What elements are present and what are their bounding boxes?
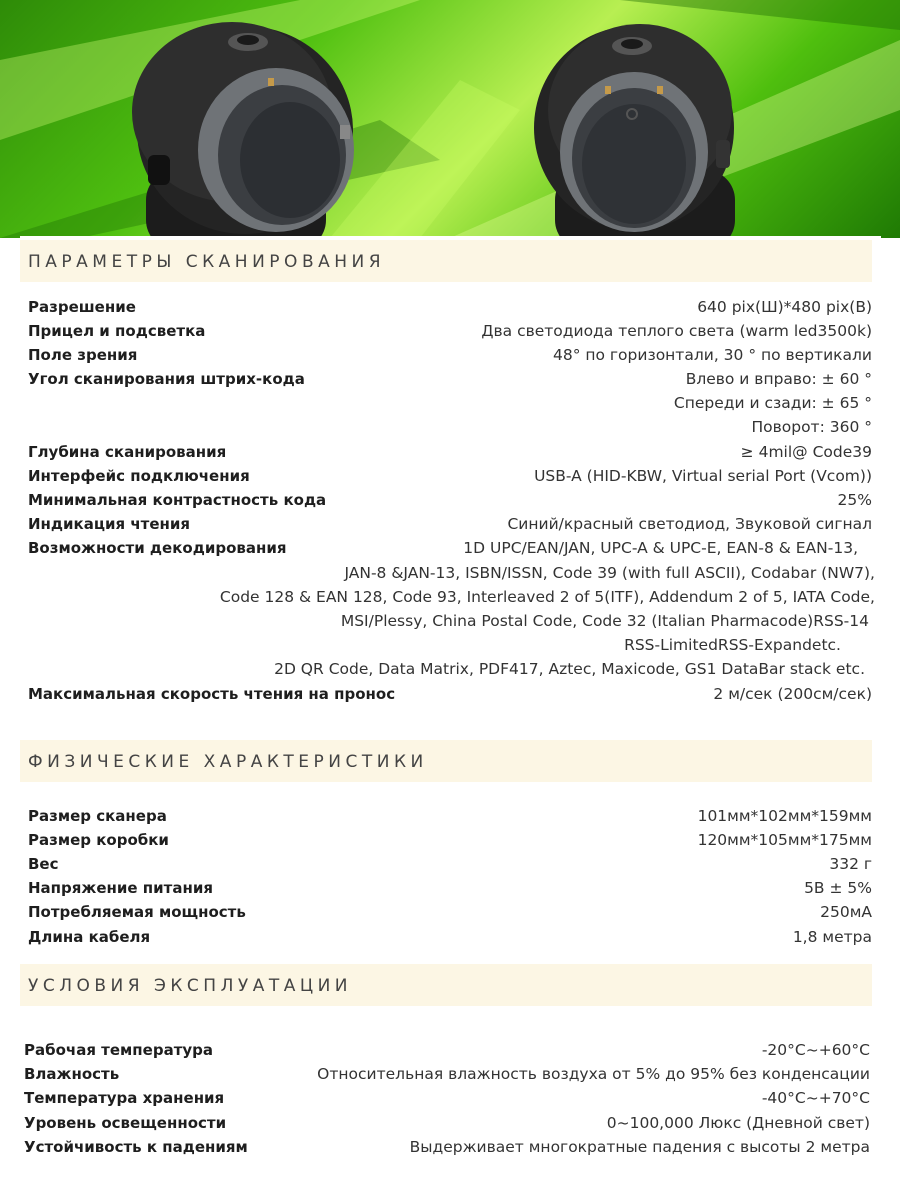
spec-value: Спереди и сзади: ± 65 ° <box>673 394 872 412</box>
spec-label: Разрешение <box>28 298 136 316</box>
scanner-left-icon <box>132 22 354 238</box>
spec-value: Два светодиода теплого света (warm led3500k) <box>481 322 872 340</box>
spec-row <box>28 512 872 536</box>
spec-value: 101мм*102мм*159мм <box>697 807 872 825</box>
section-title-physical: ФИЗИЧЕСКИЕ ХАРАКТЕРИСТИКИ <box>28 752 428 772</box>
decode-line: Code 128 & EAN 128, Code 93, Interleaved 2 of 5(ITF), Addendum 2 of 5, IATA Code, <box>219 588 875 606</box>
spec-row <box>24 1135 870 1159</box>
section-header-scan <box>20 240 872 282</box>
spec-row <box>28 295 872 319</box>
spec-value: 25% <box>837 491 872 509</box>
spec-label: Индикация чтения <box>28 515 190 533</box>
decode-line: MSI/Plessy, China Postal Code, Code 32 (Italian Pharmacode)RSS-14 <box>340 612 869 630</box>
spec-value: 332 г <box>829 855 872 873</box>
spec-row <box>28 925 872 949</box>
decode-line: RSS-LimitedRSS-Expandetc. <box>624 636 841 654</box>
spec-label: Поле зрения <box>28 346 138 364</box>
spec-row <box>28 828 872 852</box>
spec-label: Устойчивость к падениям <box>24 1138 248 1156</box>
spec-label: Прицел и подсветка <box>28 322 206 340</box>
spec-sheet <box>20 236 881 1200</box>
spec-label: Рабочая температура <box>24 1041 214 1059</box>
section-header-operation <box>20 964 872 1006</box>
spec-row <box>28 682 872 706</box>
spec-value: Выдерживает многократные падения с высоты 2 метра <box>409 1138 870 1156</box>
spec-value: 1D UPC/EAN/JAN, UPC-A & UPC-E, EAN-8 & EAN-13, <box>463 539 858 557</box>
spec-label: Влажность <box>24 1065 120 1083</box>
spec-label: Размер сканера <box>28 807 167 825</box>
spec-row <box>28 391 872 415</box>
spec-label: Уровень освещенности <box>24 1114 227 1132</box>
scanner-right-icon <box>534 24 735 238</box>
spec-label: Размер коробки <box>28 831 169 849</box>
section-title-scan: ПАРАМЕТРЫ СКАНИРОВАНИЯ <box>28 252 386 272</box>
spec-label: Угол сканирования штрих-кода <box>28 370 305 388</box>
spec-value: Относительная влажность воздуха от 5% до 95% без конденсации <box>317 1065 870 1083</box>
spec-row <box>24 1086 870 1110</box>
spec-row <box>28 536 872 560</box>
spec-value: Влево и вправо: ± 60 ° <box>685 370 872 388</box>
spec-value: 0~100,000 Люкс (Дневной свет) <box>606 1114 870 1132</box>
spec-value: 2 м/сек (200см/сек) <box>713 685 872 703</box>
spec-row <box>24 1038 870 1062</box>
spec-row <box>28 804 872 828</box>
spec-value: 48° по горизонтали, 30 ° по вертикали <box>552 346 872 364</box>
spec-row <box>28 343 872 367</box>
spec-label: Длина кабеля <box>28 928 151 946</box>
spec-row <box>28 900 872 924</box>
spec-value: 1,8 метра <box>792 928 872 946</box>
hero-product-photo <box>0 0 900 238</box>
spec-label: Интерфейс подключения <box>28 467 250 485</box>
spec-row <box>28 488 872 512</box>
spec-value: 250мА <box>820 903 872 921</box>
spec-label: Максимальная скорость чтения на пронос <box>28 685 396 703</box>
spec-value: 120мм*105мм*175мм <box>697 831 872 849</box>
spec-label: Напряжение питания <box>28 879 213 897</box>
spec-value: Поворот: 360 ° <box>751 418 872 436</box>
spec-row <box>28 464 872 488</box>
section-header-physical <box>20 740 872 782</box>
spec-value: Синий/красный светодиод, Звуковой сигнал <box>507 515 872 533</box>
spec-row <box>28 319 872 343</box>
spec-value: 640 pix(Ш)*480 pix(В) <box>697 298 872 316</box>
decode-line: JAN-8 &JAN-13, ISBN/ISSN, Code 39 (with full ASCII), Codabar (NW7), <box>344 564 875 582</box>
spec-label: Глубина сканирования <box>28 443 227 461</box>
spec-row <box>28 852 872 876</box>
spec-row <box>28 440 872 464</box>
spec-label: Минимальная контрастность кода <box>28 491 327 509</box>
spec-label: Температура хранения <box>24 1089 225 1107</box>
spec-row <box>24 1062 870 1086</box>
spec-row <box>28 415 872 439</box>
scanner-illustration <box>0 0 900 238</box>
spec-value: -40°C~+70°C <box>761 1089 870 1107</box>
spec-row <box>28 367 872 391</box>
spec-value: ≥ 4mil@ Code39 <box>740 443 872 461</box>
decode-line: 2D QR Code, Data Matrix, PDF417, Aztec, Maxicode, GS1 DataBar stack etc. <box>274 660 865 678</box>
spec-label: Потребляемая мощность <box>28 903 246 921</box>
spec-label: Возможности декодирования <box>28 539 287 557</box>
spec-value: USB-A (HID-KBW, Virtual serial Port (Vcom)) <box>534 467 872 485</box>
spec-value: 5В ± 5% <box>804 879 872 897</box>
spec-value: -20°C~+60°C <box>761 1041 870 1059</box>
spec-row <box>24 1111 870 1135</box>
spec-row <box>28 876 872 900</box>
spec-label: Вес <box>28 855 59 873</box>
section-title-operation: УСЛОВИЯ ЭКСПЛУАТАЦИИ <box>28 976 352 996</box>
